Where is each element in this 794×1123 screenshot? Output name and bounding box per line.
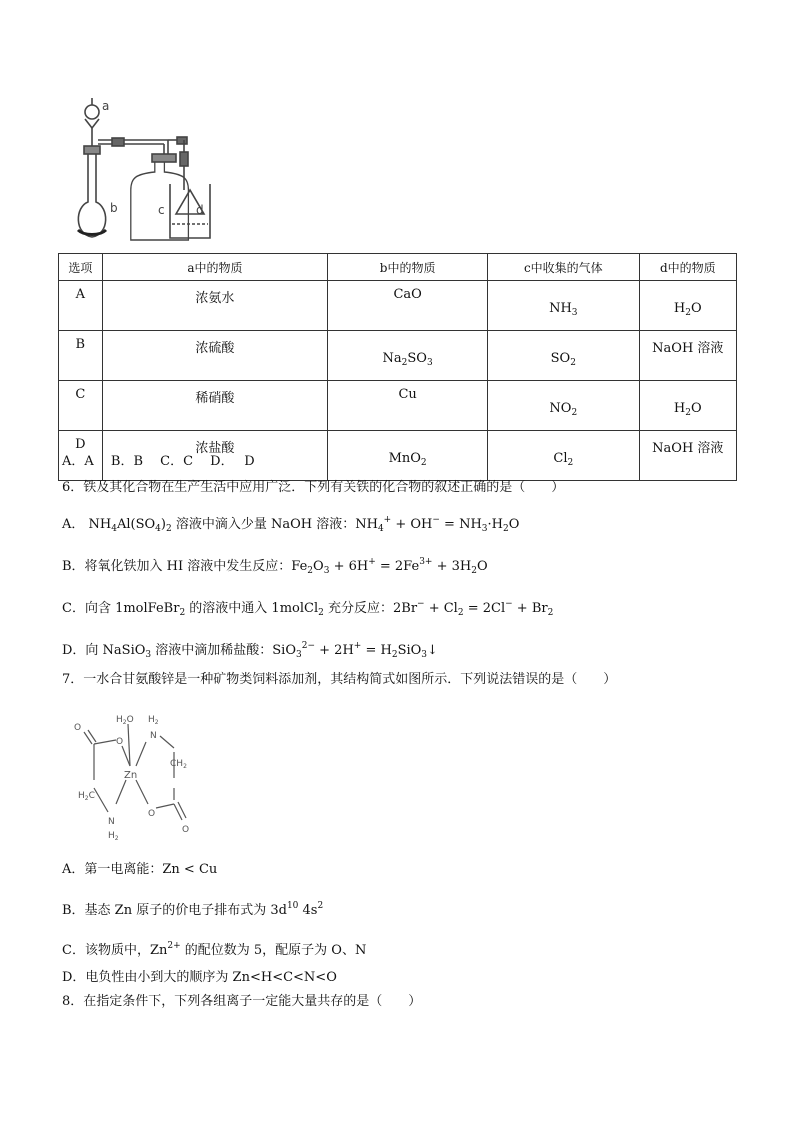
cell-option: D: [59, 431, 103, 481]
q5-choices: A．A B．B C．C D． D: [62, 454, 255, 469]
cell-option: C: [59, 381, 103, 431]
header-a: a中的物质: [102, 254, 328, 281]
cell-b: Cu: [328, 381, 488, 431]
svg-text:H2O: $H_2O$: [116, 715, 134, 726]
svg-text:O: O: [116, 737, 124, 747]
svg-text:N: N: [150, 731, 157, 741]
q7-option-a: A．第一电离能：Zn < Cu: [62, 862, 218, 877]
cell-option: A: [59, 281, 103, 331]
q7-option-b: B．基态 Zn 原子的价电子排布式为 $3d^{10}$ $4s^2$: [62, 901, 324, 918]
cell-option: B: [59, 331, 103, 381]
svg-text:O: O: [148, 809, 156, 819]
table-row: [59, 381, 737, 431]
cell-d: NaOH 溶液: [639, 431, 736, 481]
q7-stem: 7．一水合甘氨酸锌是一种矿物类饲料添加剂，其结构简式如图所示．下列说法错误的是（ ）: [62, 672, 617, 687]
svg-text:O: O: [74, 723, 82, 733]
q6-option-c: C．向含 1molFeBr$_2$ 的溶液中通入 1molCl$_2$ 充分反应：$2Br^- + Cl_2 = 2Cl^- + Br_2$: [62, 599, 554, 618]
header-option: 选项: [59, 254, 103, 281]
q7-option-c: C．该物质中，$Zn^{2+}$ 的配位数为 5，配原子为 O、N: [62, 941, 367, 958]
svg-text:a: a: [102, 99, 110, 113]
svg-text:H2: $H_2$: [108, 831, 119, 842]
cell-a: 浓氨水: [102, 281, 328, 331]
cell-b: $Na_2SO_3$: [328, 331, 488, 381]
cell-a: 浓盐酸: [102, 431, 328, 481]
header-d: d中的物质: [639, 254, 736, 281]
cell-a: 浓硫酸: [102, 331, 328, 381]
cell-c: $NH_3$: [488, 281, 640, 331]
cell-c: $NO_2$: [488, 381, 640, 431]
apparatus-figure: [72, 94, 222, 244]
svg-text:Zn: Zn: [124, 770, 138, 781]
table-row: [59, 331, 737, 381]
q7-option-d: D．电负性由小到大的顺序为 Zn<H<C<N<O: [62, 970, 337, 985]
options-table: [58, 253, 737, 481]
cell-d: $H_2O$: [639, 281, 736, 331]
svg-text:b: b: [110, 201, 118, 215]
q6-stem: 6．铁及其化合物在生产生活中应用广泛．下列有关铁的化合物的叙述正确的是（ ）: [62, 480, 565, 495]
svg-text:CH2: $CH_2$: [170, 759, 187, 770]
q6-option-b: B．将氧化铁加入 HI 溶液中发生反应：$Fe_2O_3 + 6H^+ = 2Fe^{3+} + 3H_2O$: [62, 557, 488, 576]
cell-b: CaO: [328, 281, 488, 331]
svg-text:d: d: [196, 203, 204, 217]
header-c: c中收集的气体: [488, 254, 640, 281]
zinc-glycinate-structure: [70, 708, 200, 844]
cell-c: $SO_2$: [488, 331, 640, 381]
q6-option-a: A． $NH_4Al(SO_4)_2$ 溶液中滴入少量 NaOH 溶液：$NH_4^+ + OH^- = NH_3\cdot H_2O$: [62, 515, 520, 534]
cell-c: $Cl_2$: [488, 431, 640, 481]
cell-b: MnO$_2$: [328, 431, 488, 481]
cell-d: $H_2O$: [639, 381, 736, 431]
svg-text:H2C: $H_2C$: [78, 791, 95, 802]
q6-option-d: D．向 NaSiO$_3$ 溶液中滴加稀盐酸：$SiO_3^{2-} + 2H^+ = H_2SiO_3↓$: [62, 641, 438, 660]
cell-a: 稀硝酸: [102, 381, 328, 431]
table-row: [59, 281, 737, 331]
q8-stem: 8．在指定条件下，下列各组离子一定能大量共存的是（ ）: [62, 994, 422, 1009]
table-header-row: [59, 254, 737, 281]
header-b: b中的物质: [328, 254, 488, 281]
svg-text:O: O: [182, 825, 190, 835]
svg-text:N: N: [108, 817, 115, 827]
svg-text:H2: $H_2$: [148, 715, 159, 726]
cell-d: NaOH 溶液: [639, 331, 736, 381]
svg-text:c: c: [158, 203, 165, 217]
